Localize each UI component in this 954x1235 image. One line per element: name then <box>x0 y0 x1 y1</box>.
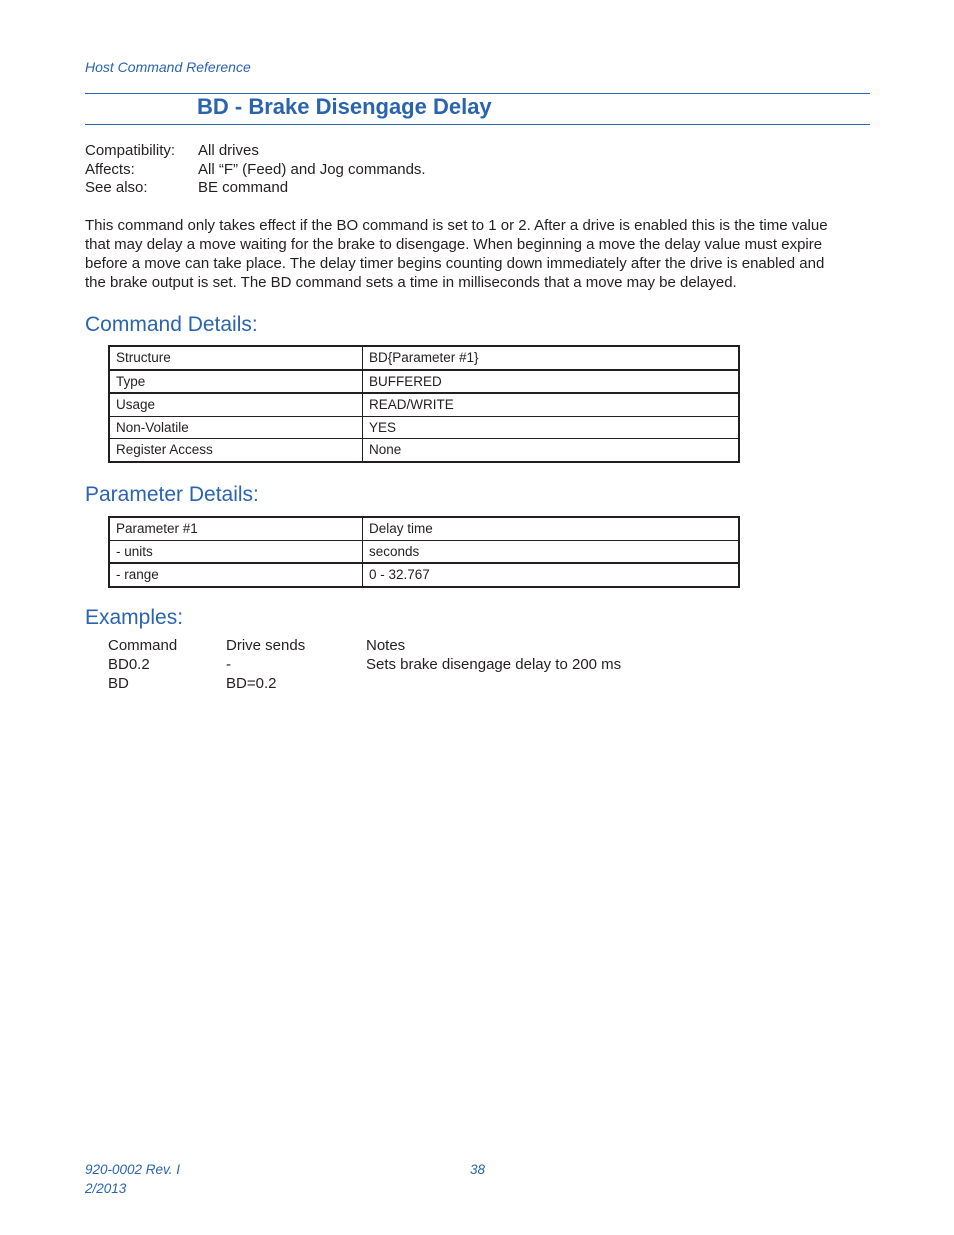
parameter-details-heading: Parameter Details: <box>85 483 259 506</box>
example-row <box>108 674 621 693</box>
table-row <box>109 563 739 587</box>
table-cell: Delay time <box>363 517 740 540</box>
meta-key: Affects: <box>85 160 135 178</box>
table-row <box>109 346 739 370</box>
footer-doc-info <box>85 1160 180 1198</box>
table-cell: BD{Parameter #1} <box>363 346 740 370</box>
examples-list <box>108 636 621 693</box>
footer-date: 2/2013 <box>85 1181 127 1196</box>
table-cell: Type <box>109 370 363 394</box>
meta-value: All “F” (Feed) and Jog commands. <box>198 160 426 178</box>
table-cell: - units <box>109 540 363 563</box>
example-header-row <box>108 636 621 655</box>
title-bottom-rule <box>85 124 870 125</box>
running-header: Host Command Reference <box>85 59 251 75</box>
meta-value: All drives <box>198 142 259 159</box>
table-cell: - range <box>109 563 363 587</box>
page-title: BD - Brake Disengage Delay <box>197 94 492 119</box>
meta-key: See also: <box>85 179 148 196</box>
table-cell: 0 - 32.767 <box>363 563 740 587</box>
example-drive-sends: BD=0.2 <box>226 675 277 692</box>
table-cell: READ/WRITE <box>363 393 740 416</box>
table-cell: Usage <box>109 393 363 416</box>
meta-row-see-also <box>85 179 426 198</box>
command-meta <box>85 142 426 198</box>
table-cell: Structure <box>109 346 363 370</box>
table-cell: Register Access <box>109 439 363 462</box>
example-notes: Sets brake disengage delay to 200 ms <box>366 656 622 673</box>
example-col-notes: Notes <box>366 637 406 654</box>
example-drive-sends: - <box>226 656 231 673</box>
description-line: This command only takes effect if the BO command is set to 1 or 2. After a drive is enabled this is the time value <box>85 217 828 234</box>
meta-key: Compatibility: <box>85 142 176 159</box>
example-row <box>108 655 621 674</box>
meta-row-affects <box>85 161 426 180</box>
footer-doc-number: 920-0002 Rev. I <box>85 1162 181 1177</box>
parameter-details-table <box>108 516 740 588</box>
table-cell: Non-Volatile <box>109 416 363 439</box>
table-cell: BUFFERED <box>363 370 740 394</box>
description-line: that may delay a move waiting for the brake to disengage. When beginning a move the delay value must expire <box>85 236 823 253</box>
table-row <box>109 540 739 563</box>
example-col-command: Command <box>108 637 178 654</box>
description-paragraph <box>85 216 870 292</box>
meta-row-compatibility <box>85 142 426 161</box>
examples-heading: Examples: <box>85 606 184 629</box>
example-col-drive-sends: Drive sends <box>226 637 306 654</box>
table-row <box>109 416 739 439</box>
description-line: the brake output is set. The BD command sets a time in milliseconds that a move may be delayed. <box>85 274 737 291</box>
table-cell: None <box>363 439 740 462</box>
meta-value: BE command <box>198 179 289 196</box>
command-details-table <box>108 345 740 463</box>
page-number: 38 <box>470 1162 486 1177</box>
example-command: BD0.2 <box>108 656 150 673</box>
table-cell: YES <box>363 416 740 439</box>
table-row <box>109 370 739 394</box>
table-cell: seconds <box>363 540 740 563</box>
description-line: before a move can take place. The delay timer begins counting down immediately after the drive is enabled and <box>85 255 825 272</box>
table-row <box>109 517 739 540</box>
example-command: BD <box>108 675 129 692</box>
table-row <box>109 439 739 462</box>
command-details-heading: Command Details: <box>85 313 258 336</box>
table-cell: Parameter #1 <box>109 517 363 540</box>
table-row <box>109 393 739 416</box>
